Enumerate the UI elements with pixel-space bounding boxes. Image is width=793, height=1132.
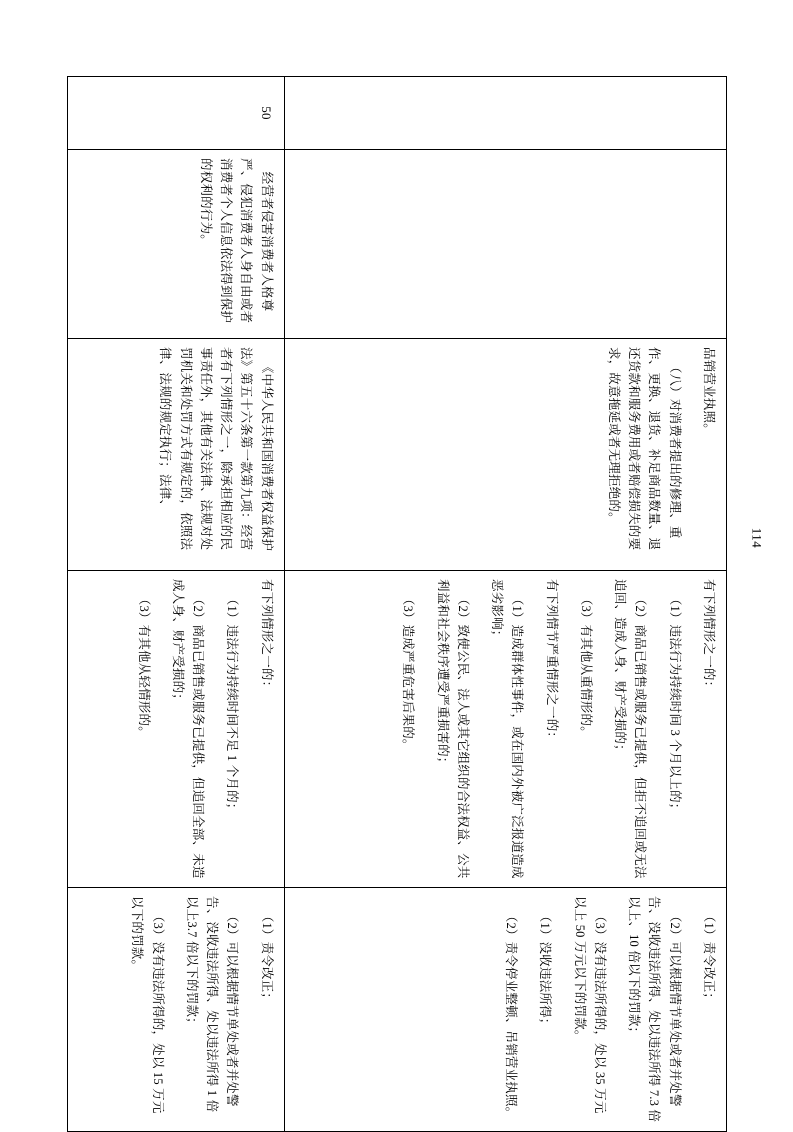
penalty-item: （3）没有违法所得的，处以 35 万元以上 50 万元以下的罚款。 bbox=[572, 896, 607, 1114]
row-detail-cell bbox=[67, 571, 284, 888]
table-row bbox=[284, 77, 726, 1132]
basis-paragraph: （八）对消费者提出的修理、重作、更换、退货、补足商品数量、退还货款和服务费用或者赔偿损失的要求，故意拖延或者无理拒绝的。 bbox=[606, 347, 682, 551]
detail-heading: 有下列情节严重情形之一的： bbox=[544, 579, 559, 745]
basis-paragraph: 《中华人民共和国消费者权益保护法》第五十六条第一款第九项：经营者有下列情形之一，除承担相应的民事责任外，其他有关法律、法规对处罚机关和处罚方式有规定的，依照法律、法规的规定执行；法律、 bbox=[157, 347, 274, 552]
row-detail-cell bbox=[284, 571, 726, 888]
detail-heading: 有下列情形之一的： bbox=[701, 579, 716, 694]
penalty-item: （1）责令改正； bbox=[259, 909, 274, 1006]
regulation-table bbox=[67, 76, 727, 1132]
detail-item: （2）致使公民、法人或其它组织的合法权益、公共利益和社会秩序遭受严重损害的； bbox=[435, 579, 470, 879]
detail-item: （1）造成群体性事件，或在国内外被广泛报道造成恶劣影响； bbox=[489, 579, 524, 879]
detail-item: （3）有其他从轻情形的。 bbox=[136, 592, 151, 739]
page-number: 114 bbox=[749, 527, 765, 549]
detail-item: （3）造成严重危害后果的。 bbox=[401, 592, 415, 752]
penalty-item: （2）可以根据情节单处或者并处警告、没收违法所得、处以违法所得 1 倍以上3.7 倍以下的罚款； bbox=[184, 896, 239, 1113]
row-number-cell bbox=[67, 77, 284, 150]
detail-item: （1）违法行为持续时间不足 1 个月的； bbox=[224, 592, 239, 816]
detail-item: （2）商品已销售或服务已提供，但追回全部、未造成人身、财产受损的； bbox=[170, 579, 205, 879]
item-text: 经营者侵害消费者人格尊严、侵犯消费者人身自由或者消费者个人信息依法得到保护的权利的行为。 bbox=[198, 158, 274, 324]
row-number-cell bbox=[284, 77, 726, 150]
row-penalty-cell bbox=[284, 888, 726, 1132]
penalty-item: （2）责令停业整顿、吊销营业执照。 bbox=[503, 909, 518, 1120]
penalty-item: （1）没收违法所得； bbox=[538, 909, 552, 1031]
row-item-cell bbox=[67, 150, 284, 339]
basis-paragraph: 品销营业执照。 bbox=[701, 347, 716, 436]
table-row bbox=[67, 77, 284, 1132]
rotated-table-wrapper bbox=[67, 76, 727, 1123]
row-number: 50 bbox=[258, 106, 274, 120]
row-item-cell bbox=[284, 150, 726, 339]
penalty-item: （1）责令改正； bbox=[701, 909, 716, 1006]
penalty-item: （2）可以根据情节单处或者并处警告、没收违法所得、处以违法所得 7.3 倍以上、10 倍以下的罚款； bbox=[626, 896, 682, 1123]
row-basis-cell bbox=[67, 339, 284, 571]
penalty-item: （3）没有违法所得的，处以 15 万元以下的罚款。 bbox=[129, 896, 165, 1114]
detail-item: （1）违法行为持续时间 3 个月以上的； bbox=[667, 592, 682, 816]
row-penalty-cell bbox=[67, 888, 284, 1132]
row-basis-cell bbox=[284, 339, 726, 571]
detail-item: （2）商品已销售或服务已提供，但拒不追回或无法追回、造成人身、财产受损的； bbox=[612, 579, 647, 879]
detail-heading: 有下列情形之一的： bbox=[259, 579, 274, 694]
detail-item: （3）有其他从重情形的。 bbox=[578, 592, 593, 739]
